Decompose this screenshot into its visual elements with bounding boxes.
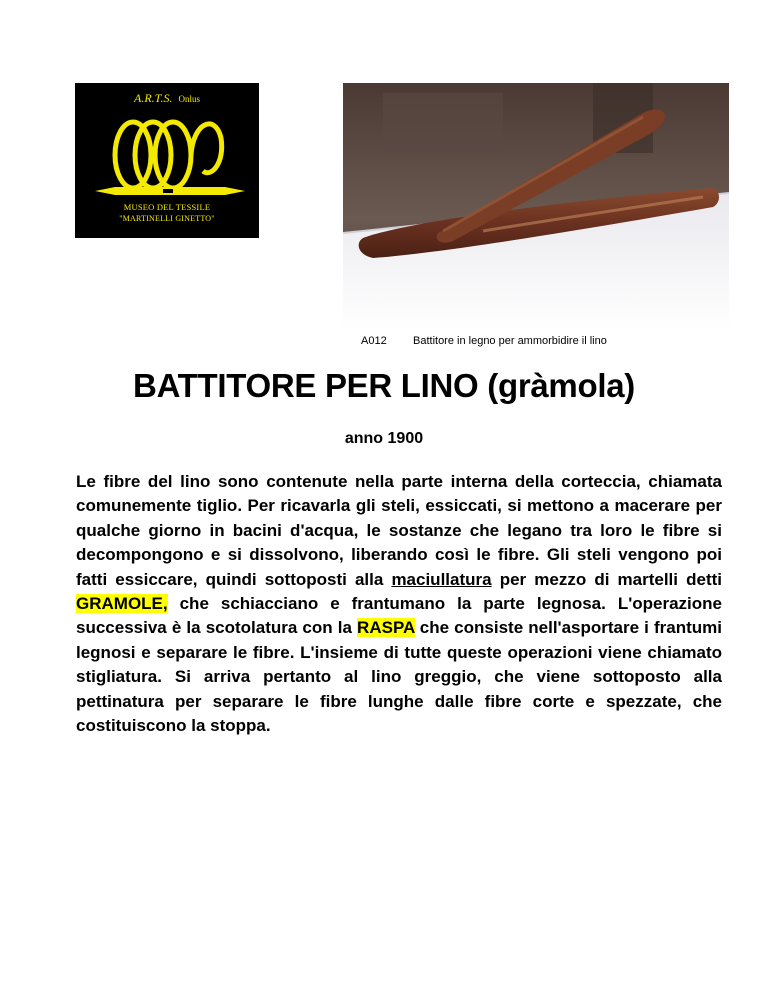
photo-caption [361, 335, 607, 347]
underlined-term: maciullatura [391, 569, 492, 589]
highlight-gramole: GRAMOLE, [76, 594, 168, 614]
item-code: A012 [361, 335, 387, 347]
caption-text: Battitore in legno per ammorbidire il lino [413, 335, 607, 347]
beater-photo [343, 83, 729, 330]
logo-brand: A.R.T.S. Onlus [134, 91, 200, 105]
museum-logo [75, 83, 259, 238]
description-paragraph: Le fibre del lino sono contenute nella parte interna della corteccia, chiamata comunemente tiglio. Per ricavarla gli steli, essiccati, si mettono a macerare per qualche giorno in bacini d'acqua, le sostanze che legano tra loro le fibre si decompongono e si dissolvono, liberando così le fibre. Gli steli vengono poi fatti essiccare, quindi sottoposti alla maciullatura per mezzo di martelli detti GRAMOLE, che schiacciano e frantumano la parte legnosa. L'operazione successiva è la scotolatura con la RASPA che consiste nell'asportare i frantumi legnosi e separare le fibre. L'insieme di tutte queste operazioni viene chiamato stigliatura. Si arriva pertanto al lino greggio, che viene sottoposto alla pettinatura per separare le fibre lunghe dalle fibre corte e spezzate, che costituiscono la stoppa. [76, 472, 722, 736]
logo-line-2: "MARTINELLI GINETTO" [119, 214, 215, 223]
year-subtitle: anno 1900 [344, 430, 424, 447]
logo-line-1: MUSEO DEL TESSILE [123, 202, 211, 212]
highlight-raspa: RASPA [357, 618, 415, 638]
page-title: BATTITORE PER LINO (gràmola) [133, 367, 635, 404]
